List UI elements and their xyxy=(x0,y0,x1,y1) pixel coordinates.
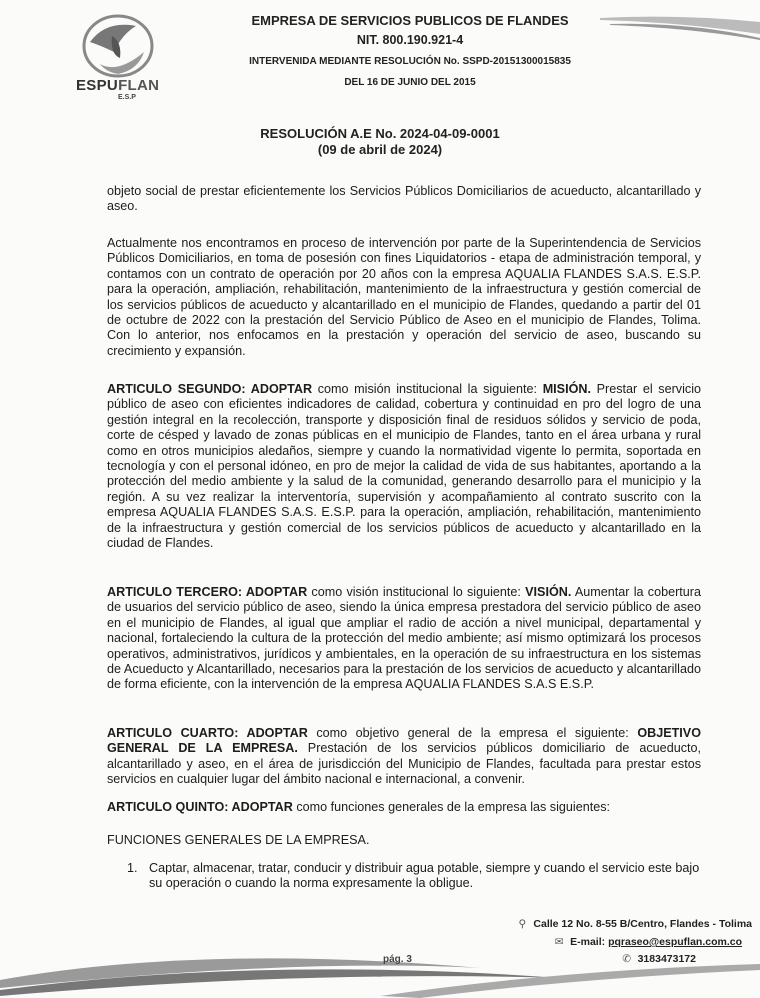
location-pin-icon: ⚲ xyxy=(518,918,527,930)
article-segundo: ARTICULO SEGUNDO: ADOPTAR como misión institucional la siguiente: MISIÓN. Prestar el servicio público de aseo con eficientes indicadores de calidad, cobertura y continuidad en pro del logro de una gestión integral en la recolección, transporte y disposición final de residuos sólidos y servicio de poda, corte de césped y lavado de zonas públicas en el municipio de Flandes, tanto en el área urbana y rural como en otros municipios aledaños, siempre y cuando la normatividad vigente lo permita, soportada en tecnología y con el personal idóneo, en pro de mejor la calidad de vida de sus habitantes, aportando a la protección del medio ambiente y la salud de la comunidad, generando desarrollo para el municipio y la región. A su vez realizar la interventoría, supervisión y acompañamiento al contrato suscrito con la empresa AQUALIA FLANDES S.A.S. E.S.P. para la operación, ampliación, rehabilitación, mantenimiento de la infraestructura y gestión comercial de los servicios públicos de acueducto y alcantarillado en la ciudad de Flandes. xyxy=(107,382,701,551)
article-tercero: ARTICULO TERCERO: ADOPTAR como visión institucional lo siguiente: VISIÓN. Aumentar la cobertura de usuarios del servicio público de aseo, siendo la única empresa prestadora del servicio público de aseo en el municipio de Flandes, al igual que ampliar el radio de acción a nivel municipal, departamental y nacional, fortaleciendo la cultura de la protección del medio ambiente; así mismo optimizará los procesos operativos, administrativos, jurídicos y ambientales, en la operación de su infraestructura en los sistemas de Acueducto y Alcantarillado, necesarios para la prestación de los servicios de acueducto y alcantarillado de forma eficiente, con la intervención de la empresa AQUALIA FLANDES S.A.S E.S.P. xyxy=(107,585,701,692)
resolution-date: (09 de abril de 2024) xyxy=(317,142,443,157)
footer-email: ✉ E-mail: pqraseo@espuflan.com.co xyxy=(552,936,742,948)
phone-icon: ✆ xyxy=(622,953,631,965)
article-heading: ARTICULO CUARTO: ADOPTAR xyxy=(107,726,308,740)
email-icon: ✉ xyxy=(554,936,564,948)
article-keyword: OBJETIVO GENERAL DE LA EMPRESA. xyxy=(107,726,701,756)
functions-title: FUNCIONES GENERALES DE LA EMPRESA. xyxy=(107,833,370,847)
logo-subtitle: E.S.P xyxy=(118,94,136,101)
article-heading: ARTICULO QUINTO: ADOPTAR xyxy=(107,800,293,814)
article-cuarto: ARTICULO CUARTO: ADOPTAR como objetivo general de la empresa el siguiente: OBJETIVO GENERAL DE LA EMPRESA. Prestación de los servicios públicos domiciliario de acueducto, alcantarillado y aseo, en el área de jurisdicción del Municipio de Flandes, facultada para prestar estos servicios en cualquier lugar del ámbito nacional e internacional, a convenir. xyxy=(107,726,701,787)
logo-wordmark: ESPUFLAN xyxy=(76,77,160,94)
resolution-title: RESOLUCIÓN A.E No. 2024-04-09-0001 xyxy=(260,126,500,141)
article-keyword: MISIÓN. xyxy=(542,382,591,396)
article-keyword: VISIÓN. xyxy=(525,585,572,599)
footer-phone: ✆ 3183473172 xyxy=(620,953,696,965)
list-item-text: Captar, almacenar, tratar, conducir y distribuir agua potable, siempre y cuando el servicio este bajo su operación o cuando la norma expresamente la obligue. xyxy=(149,861,700,891)
page-number: pág. 3 xyxy=(383,954,412,965)
article-heading: ARTICULO TERCERO: ADOPTAR xyxy=(107,585,308,599)
intervention-date: DEL 16 DE JUNIO DEL 2015 xyxy=(344,77,476,88)
email-link[interactable]: pqraseo@espuflan.com.co xyxy=(608,936,742,948)
company-nit: NIT. 800.190.921-4 xyxy=(356,33,464,47)
article-quinto: ARTICULO QUINTO: ADOPTAR como funciones generales de la empresa las siguientes: xyxy=(107,800,611,814)
article-heading: ARTICULO SEGUNDO: ADOPTAR xyxy=(107,382,313,396)
footer-address: ⚲ Calle 12 No. 8-55 B/Centro, Flandes - Tolima xyxy=(515,918,752,930)
paragraph-objeto-social: objeto social de prestar eficientemente los Servicios Públicos Domiciliarios de acueducto, alcantarillado y aseo. xyxy=(107,184,701,214)
intervention-line: INTERVENIDA MEDIANTE RESOLUCIÓN No. SSPD-20151300015835 xyxy=(249,56,571,67)
company-name: EMPRESA DE SERVICIOS PUBLICOS DE FLANDES xyxy=(251,13,569,28)
list-item xyxy=(107,861,701,892)
list-item-number: 1. xyxy=(127,861,138,875)
header-swoosh-icon xyxy=(600,12,760,42)
paragraph-intervencion: Actualmente nos encontramos en proceso de intervención por parte de la Superintendencia de Servicios Públicos Domiciliarios, en toma de posesión con fines Liquidatorios - etapa de administración temporal, y contamos con un contrato de operación por 20 años con la empresa AQUALIA FLANDES S.A.S. E.S.P. para la operación, ampliación, rehabilitación, mantenimiento de la infraestructura y gestión comercial de los servicios públicos de acueducto y alcantarillado en el municipio de Flandes, quedando a partir del 01 de octubre de 2022 con la prestación del Servicio Público de Aseo en el municipio de Flandes, Tolima. Con lo anterior, nos enfocamos en la prestación y operación del servicio de aseo, buscando su crecimiento y expansión. xyxy=(107,236,701,358)
